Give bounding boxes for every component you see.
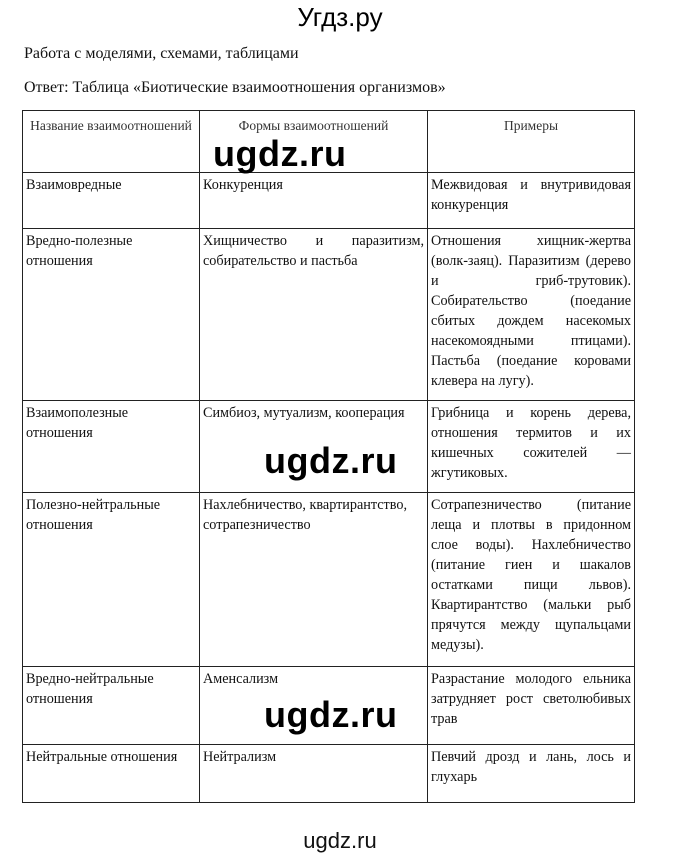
watermark: ugdz.ru (264, 694, 398, 735)
cell-name: Вредно-полезные отношения (23, 229, 200, 401)
table-row (23, 173, 635, 229)
cell-name: Взаимополезные отношения (23, 401, 200, 493)
cell-forms: Нейтрализм (200, 745, 428, 803)
table-row (23, 493, 635, 667)
table-row (23, 229, 635, 401)
header-name: Название взаимоотношений (23, 111, 200, 173)
cell-forms: Аменсализм (200, 667, 428, 745)
cell-examples: Разрастание молодого ельника затрудняет рост светолюбивых трав (428, 667, 635, 745)
section-heading: Работа с моделями, схемами, таблицами (24, 45, 299, 62)
site-title: Угдз.ру (297, 2, 383, 32)
cell-forms: Нахлебничество, квартирантство, сотрапезничество (200, 493, 428, 667)
cell-name: Взаимовредные (23, 173, 200, 229)
header-forms: Формы взаимоотношений (200, 111, 428, 173)
cell-forms: Симбиоз, мутуализм, кооперация (200, 401, 428, 493)
cell-name: Нейтральные отношения (23, 745, 200, 803)
cell-forms: Хищничество и паразитизм, собирательство и пастьба (200, 229, 428, 401)
watermark: ugdz.ru (264, 440, 398, 481)
cell-examples: Отношения хищник-жертва (волк-заяц). Паразитизм (дерево и гриб-трутовик). Собирательство (поедание сбитых дождем насекомых насекомоядными птицами). Пастьба (поедание коровами клевера на лугу). (428, 229, 635, 401)
header-examples: Примеры (428, 111, 635, 173)
table-row (23, 745, 635, 803)
cell-examples: Межвидовая и внутривидовая конкуренция (428, 173, 635, 229)
cell-examples: Грибница и корень дерева, отношения термитов и их кишечных сожителей — жгутиковых. (428, 401, 635, 493)
cell-examples: Сотрапезничество (питание леща и плотвы в придонном слое воды). Нахлебничество (питание гиен и шакалов остатками пищи львов). Квартирантство (мальки рыб прячутся между щупальцами медузы). (428, 493, 635, 667)
cell-forms: Конкуренция (200, 173, 428, 229)
footer-site: ugdz.ru (303, 828, 377, 853)
answer-heading: Ответ: Таблица «Биотические взаимоотношения организмов» (24, 79, 446, 96)
cell-examples: Певчий дрозд и лань, лось и глухарь (428, 745, 635, 803)
watermark: ugdz.ru (213, 133, 347, 174)
cell-name: Вредно-нейтральные отношения (23, 667, 200, 745)
cell-name: Полезно-нейтральные отношения (23, 493, 200, 667)
